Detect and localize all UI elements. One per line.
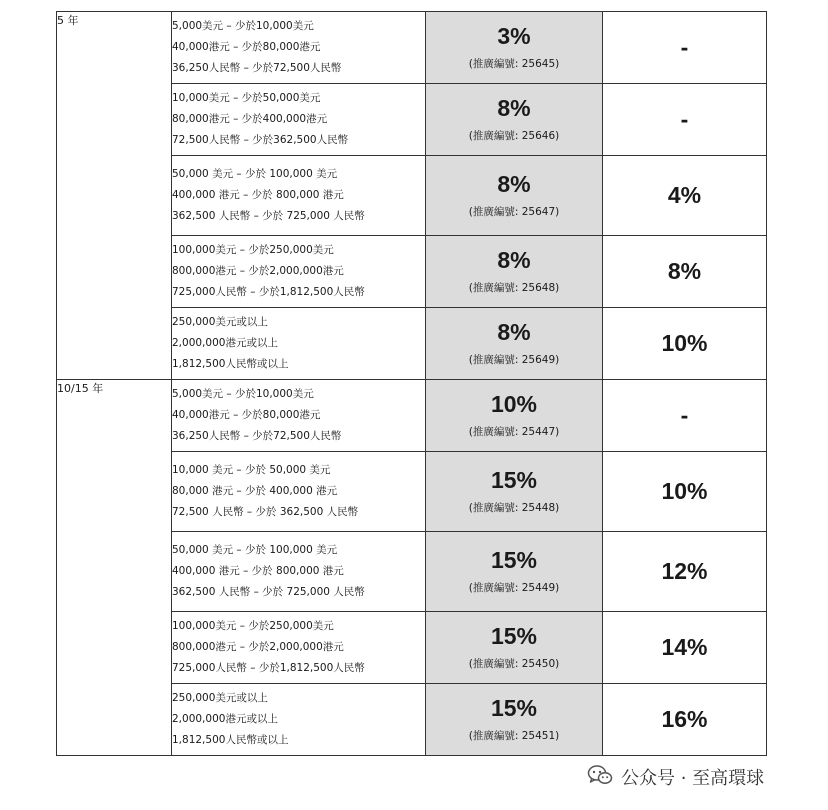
extra-rate-cell: 4% [603, 156, 767, 236]
promo-code: (推廣編號: 25448) [468, 502, 560, 514]
rate-cell [426, 684, 603, 756]
watermark-text: 公众号 · 至高環球 [621, 768, 765, 789]
range-line: 400,000 港元 – 少於 800,000 港元 [172, 189, 344, 201]
amount-range-cell [172, 532, 426, 612]
range-line: 36,250人民幣 – 少於72,500人民幣 [172, 430, 342, 442]
rate-percent: 15% [490, 467, 538, 493]
rate-percent: 10% [490, 391, 538, 417]
rate-percent: 15% [490, 695, 538, 721]
range-line: 80,000港元 – 少於400,000港元 [172, 113, 328, 125]
range-line: 5,000美元 – 少於10,000美元 [172, 20, 314, 32]
promo-code: (推廣編號: 25646) [468, 130, 560, 142]
range-line: 5,000美元 – 少於10,000美元 [172, 388, 314, 400]
range-line: 362,500 人民幣 – 少於 725,000 人民幣 [172, 210, 365, 222]
rate-percent: 8% [497, 95, 531, 121]
extra-rate-cell: 10% [603, 308, 767, 380]
table-row [57, 12, 767, 84]
range-line: 10,000 美元 – 少於 50,000 美元 [172, 464, 331, 476]
amount-range-cell [172, 612, 426, 684]
range-line: 1,812,500人民幣或以上 [172, 358, 289, 370]
extra-rate-cell: 16% [603, 684, 767, 756]
range-line: 40,000港元 – 少於80,000港元 [172, 41, 321, 53]
promo-code: (推廣編號: 25451) [468, 730, 560, 742]
rate-percent: 8% [497, 319, 531, 345]
range-line: 725,000人民幣 – 少於1,812,500人民幣 [172, 662, 365, 674]
rate-cell [426, 156, 603, 236]
range-line: 800,000港元 – 少於2,000,000港元 [172, 265, 344, 277]
term-cell: 5 年 [57, 12, 172, 380]
extra-rate-cell: - [603, 84, 767, 156]
rate-cell [426, 612, 603, 684]
range-line: 2,000,000港元或以上 [172, 337, 278, 349]
range-line: 72,500人民幣 – 少於362,500人民幣 [172, 134, 349, 146]
range-line: 72,500 人民幣 – 少於 362,500 人民幣 [172, 506, 359, 518]
range-line: 1,812,500人民幣或以上 [172, 734, 289, 746]
rate-cell [426, 308, 603, 380]
promo-code: (推廣編號: 25647) [468, 206, 560, 218]
range-line: 250,000美元或以上 [172, 316, 268, 328]
range-line: 100,000美元 – 少於250,000美元 [172, 620, 334, 632]
rate-percent: 8% [497, 247, 531, 273]
rates-table-body [57, 12, 767, 756]
amount-range-cell [172, 236, 426, 308]
extra-rate-cell: - [603, 12, 767, 84]
rate-cell [426, 84, 603, 156]
table-row [57, 380, 767, 452]
promo-code: (推廣編號: 25645) [468, 58, 560, 70]
range-line: 2,000,000港元或以上 [172, 713, 278, 725]
range-line: 100,000美元 – 少於250,000美元 [172, 244, 334, 256]
range-line: 36,250人民幣 – 少於72,500人民幣 [172, 62, 342, 74]
promo-code: (推廣編號: 25649) [468, 354, 560, 366]
extra-rate-cell: 12% [603, 532, 767, 612]
wechat-icon [587, 764, 621, 791]
range-line: 725,000人民幣 – 少於1,812,500人民幣 [172, 286, 365, 298]
range-line: 250,000美元或以上 [172, 692, 268, 704]
rate-percent: 3% [497, 23, 531, 49]
rate-cell [426, 236, 603, 308]
range-line: 80,000 港元 – 少於 400,000 港元 [172, 485, 338, 497]
range-line: 40,000港元 – 少於80,000港元 [172, 409, 321, 421]
amount-range-cell [172, 156, 426, 236]
amount-range-cell [172, 380, 426, 452]
extra-rate-cell: 10% [603, 452, 767, 532]
extra-rate-cell: - [603, 380, 767, 452]
range-line: 800,000港元 – 少於2,000,000港元 [172, 641, 344, 653]
range-line: 50,000 美元 – 少於 100,000 美元 [172, 168, 338, 180]
rate-percent: 8% [497, 171, 531, 197]
rate-cell [426, 532, 603, 612]
promo-code: (推廣編號: 25449) [468, 582, 560, 594]
rates-table [56, 11, 767, 756]
term-cell: 10/15 年 [57, 380, 172, 756]
rate-percent: 15% [490, 623, 538, 649]
range-line: 10,000美元 – 少於50,000美元 [172, 92, 321, 104]
promo-code: (推廣編號: 25450) [468, 658, 560, 670]
amount-range-cell [172, 452, 426, 532]
promo-code: (推廣編號: 25648) [468, 282, 560, 294]
amount-range-cell [172, 12, 426, 84]
rate-cell [426, 12, 603, 84]
watermark [587, 764, 764, 790]
rate-percent: 15% [490, 547, 538, 573]
rate-cell [426, 452, 603, 532]
promo-code: (推廣編號: 25447) [468, 426, 560, 438]
amount-range-cell [172, 308, 426, 380]
range-line: 50,000 美元 – 少於 100,000 美元 [172, 544, 338, 556]
amount-range-cell [172, 84, 426, 156]
range-line: 362,500 人民幣 – 少於 725,000 人民幣 [172, 586, 365, 598]
extra-rate-cell: 8% [603, 236, 767, 308]
amount-range-cell [172, 684, 426, 756]
extra-rate-cell: 14% [603, 612, 767, 684]
rate-cell [426, 380, 603, 452]
range-line: 400,000 港元 – 少於 800,000 港元 [172, 565, 344, 577]
